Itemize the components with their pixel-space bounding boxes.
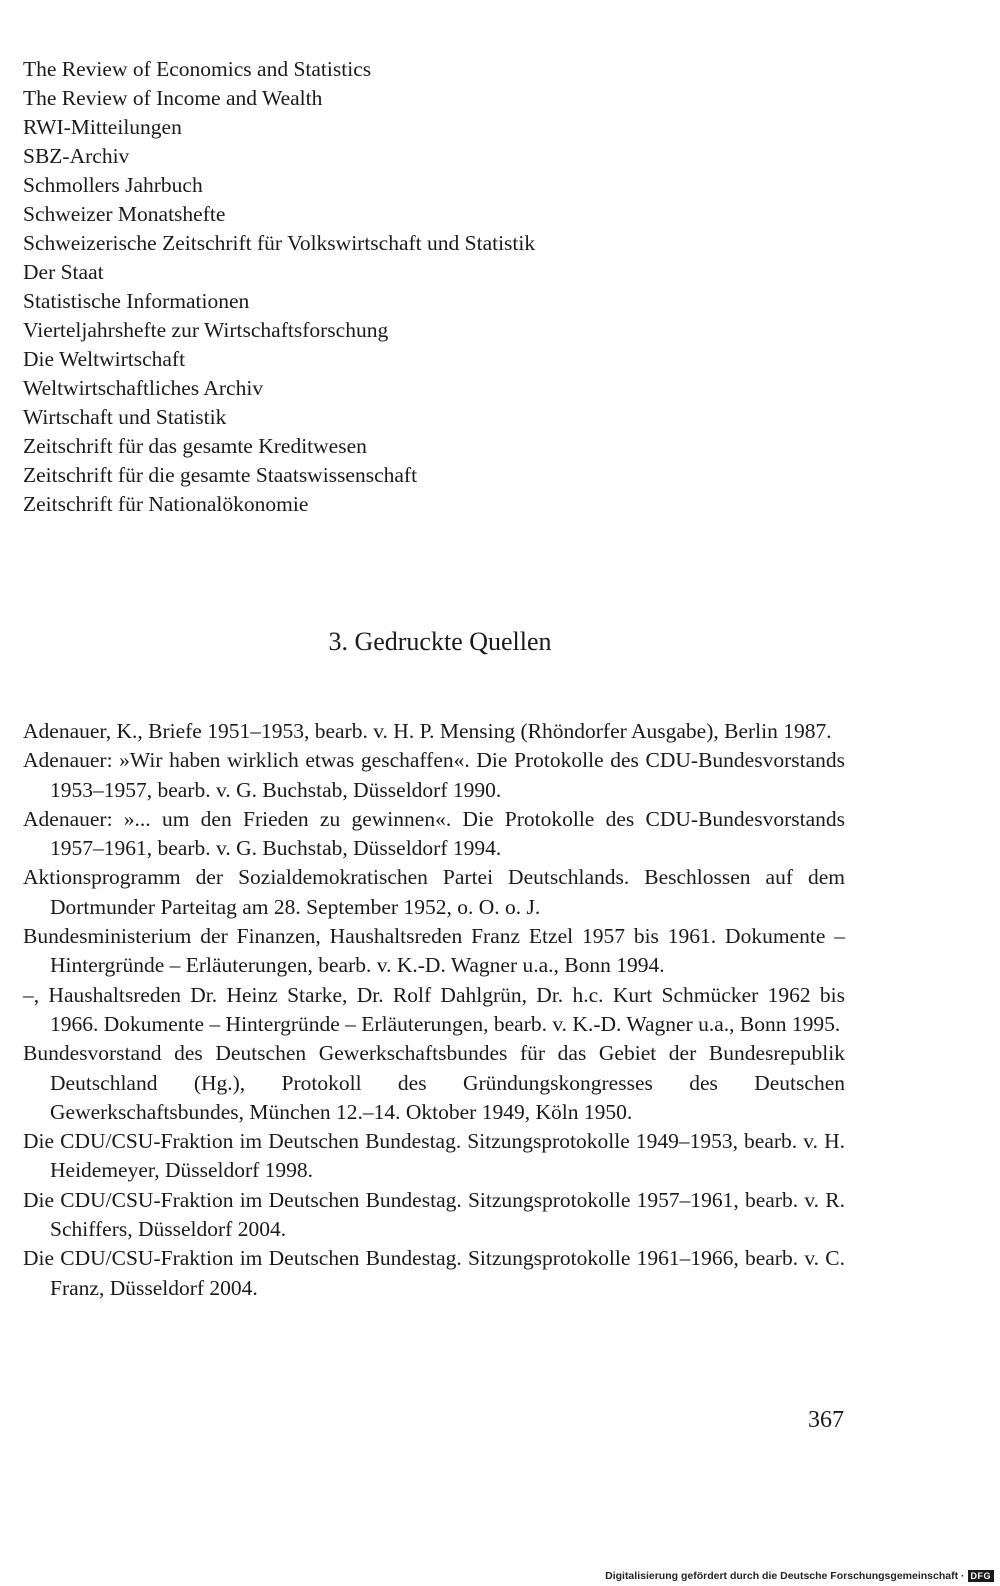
journal-item: Vierteljahrshefte zur Wirtschaftsforschung — [23, 318, 389, 342]
footer-text: Digitalisierung gefördert durch die Deutsche Forschungsgemeinschaft · — [605, 1570, 965, 1582]
journal-item: The Review of Income and Wealth — [23, 86, 323, 110]
reference-entry: Bundesministerium der Finanzen, Haushaltsreden Franz Etzel 1957 bis 1961. Dokumente – Hintergründe – Erläuterungen, bearb. v. K.-D. Wagner u.a., Bonn 1994. — [23, 924, 845, 978]
reference-entry: –, Haushaltsreden Dr. Heinz Starke, Dr. Rolf Dahlgrün, Dr. h.c. Kurt Schmücker 1962 bis 1966. Dokumente – Hintergründe – Erläuterungen, bearb. v. K.-D. Wagner u.a., Bonn 1995. — [23, 982, 845, 1036]
reference-entry: Aktionsprogramm der Sozialdemokratischen Partei Deutschlands. Beschlossen auf dem Dortmunder Parteitag am 28. September 1952, o. O. o. J. — [23, 865, 845, 919]
journal-item: Der Staat — [23, 260, 104, 284]
journal-item: Schweizer Monatshefte — [23, 202, 226, 226]
journal-item: RWI-Mitteilungen — [23, 115, 182, 139]
journal-item: The Review of Economics and Statistics — [23, 57, 372, 81]
journal-item: Die Weltwirtschaft — [23, 347, 186, 371]
journal-item: Statistische Informationen — [23, 289, 250, 313]
journal-item: Wirtschaft und Statistik — [23, 405, 227, 429]
reference-entry: Adenauer, K., Briefe 1951–1953, bearb. v. H. P. Mensing (Rhöndorfer Ausgabe), Berlin 1987. — [23, 719, 832, 743]
journal-item: Zeitschrift für Nationalökonomie — [23, 492, 309, 516]
reference-entry: Die CDU/CSU-Fraktion im Deutschen Bundestag. Sitzungsprotokolle 1961–1966, bearb. v. C. Franz, Düsseldorf 2004. — [23, 1246, 845, 1300]
journal-item: Zeitschrift für das gesamte Kreditwesen — [23, 434, 367, 458]
reference-entry: Die CDU/CSU-Fraktion im Deutschen Bundestag. Sitzungsprotokolle 1949–1953, bearb. v. H. Heidemeyer, Düsseldorf 1998. — [23, 1129, 845, 1183]
journal-item: Zeitschrift für die gesamte Staatswissenschaft — [23, 463, 418, 487]
journal-item: Weltwirtschaftliches Archiv — [23, 376, 264, 400]
reference-entry: Adenauer: »Wir haben wirklich etwas geschaffen«. Die Protokolle des CDU-Bundesvorstands 1953–1957, bearb. v. G. Buchstab, Düsseldorf 1990. — [23, 748, 845, 802]
reference-entry: Adenauer: »... um den Frieden zu gewinnen«. Die Protokolle des CDU-Bundesvorstands 1957–1961, bearb. v. G. Buchstab, Düsseldorf 1994. — [23, 806, 845, 861]
journal-list — [23, 55, 843, 519]
reference-entry: Die CDU/CSU-Fraktion im Deutschen Bundestag. Sitzungsprotokolle 1957–1961, bearb. v. R. Schiffers, Düsseldorf 2004. — [23, 1187, 845, 1242]
digitization-footer — [605, 1570, 994, 1582]
journal-item: Schmollers Jahrbuch — [23, 173, 203, 197]
section-heading: 3. Gedruckte Quellen — [328, 627, 552, 656]
journal-item: Schweizerische Zeitschrift für Volkswirtschaft und Statistik — [23, 231, 536, 255]
reference-list — [23, 717, 845, 1303]
dfg-logo-icon: DFG — [968, 1570, 995, 1582]
journal-item: SBZ-Archiv — [23, 144, 130, 168]
page-number: 367 — [808, 1407, 844, 1433]
reference-entry: Bundesvorstand des Deutschen Gewerkschaftsbundes für das Gebiet der Bundesrepublik Deutschland (Hg.), Protokoll des Gründungskongresses des Deutschen Gewerkschaftsbundes, München 12.–14. Oktober 1949, Köln 1950. — [23, 1041, 845, 1124]
